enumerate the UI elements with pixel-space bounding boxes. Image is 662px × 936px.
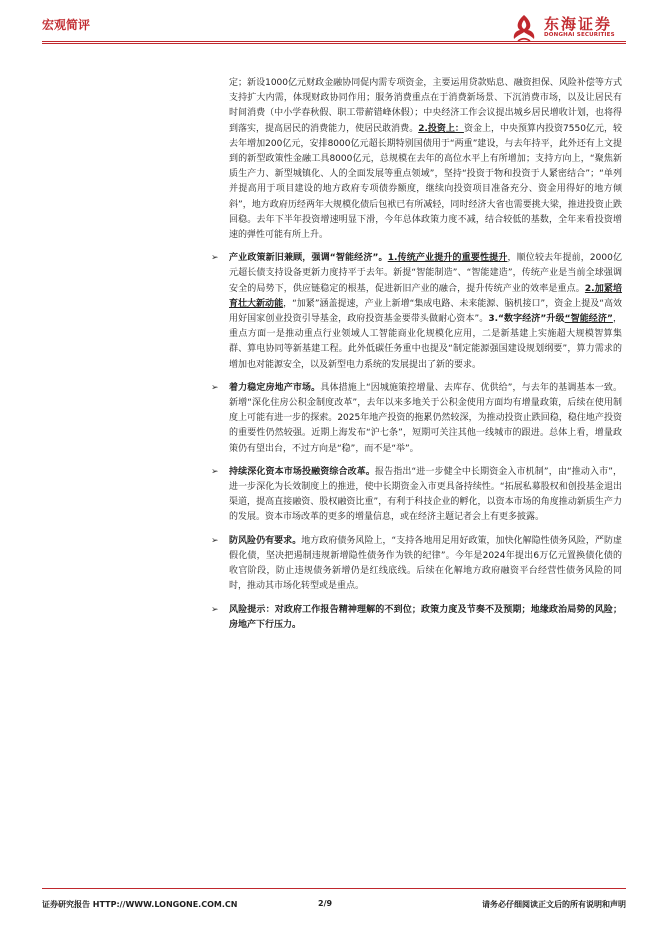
digital-economy-heading: 3.“数字经济”升级 <box>488 314 565 325</box>
consumption-text: 定；新设1000亿元财政金融协同促内需专项资金，主要运用贷款贴息、融资担保、风险补偿等方式支持扩大内需，体现财政协同作用；服务消费重点在于消费新场景、下沉消费市场，以及让居民有时间消费（中小学春秋假、职工带薪错峰休假）；中央经济工作会议提出城乡居民增收计划，也将得到落实，提高居民的消费能力，使居民敢消费。 <box>229 78 622 134</box>
company-logo <box>508 12 626 44</box>
investment-paragraph <box>229 76 622 243</box>
smart-economy-text: ，重点方面一是推动重点行业领域人工智能商业化规模化应用，二是新基建上实施超大规模智算集群、算电协同等新基建工程。此外低碳任务重中也提及“制定能源强国建设规划纲要”，算力需求的增加也对能源安全，以及新型电力系统的发展提出了新的要求。 <box>229 314 622 370</box>
bullet-arrow-icon: ➢ <box>211 535 219 546</box>
footer-source: 证券研究报告 HTTP://WWW.LONGONE.COM.CN <box>42 900 238 909</box>
industry-policy-item <box>211 251 622 373</box>
property-text: 具体措施上“因城施策控增量、去库存、优供给”，与去年的基调基本一致。新增“深化住房公积金制度改革”，去年以来多地关于公积金使用方面均有增量政策，后续在使用制度上可能有进一步的探索。2025年地产投资的拖累仍然较深，为推动投资止跌回稳，稳住地产投资的重要性仍然较强。近期上海发布“沪七条”，短期可关注其他一线城市的跟进。总体上看，增量政策仍有望出台，不过方向是“稳”，而不是“举”。 <box>229 382 622 454</box>
investment-heading: 2.投资上： <box>418 123 464 134</box>
traditional-industry-heading: 1.传统产业提升的重要性提升 <box>387 253 508 264</box>
risk-warning-item <box>211 603 622 633</box>
logo-emblem-icon <box>508 12 540 44</box>
capital-heading: 持续深化资本市场投融资综合改革。 <box>229 466 375 477</box>
new-momentum-heading: 2.加紧培育壮大新动能 <box>229 283 622 309</box>
investment-text: 资金上，中央预算内投资7550亿元，较去年增加200亿元，安排8000亿元超长期特别国债用于“两重”建设，与去年持平，此外还有上文提到的新型政策性金融工具8000亿元，总规模在去年的高位水平上有所增加；支持方向上，“聚焦新质生产力、新型城镇化、人的全面发展等重点领域”，坚持“投资于物和投资于人紧密结合”；“单列并提高用于项目建设的地方政府专项债券额度，继续向投资项目准备充分、资金用得好的地方倾斜”，地方政府历经两年大规模化债后包袱已有所减轻，同时经济大省也需要挑大梁，推进投资止跌回稳。去年下半年投资增速明显下滑，今年总体政策力度不减，结合较低的基数，全年来看投资增速的弹性可能有所上升。 <box>229 123 622 241</box>
new-momentum-text: ，“加紧”涵盖提速，产业上新增“集成电路、未来能源、脑机接口”，资金上提及“高效用好国家创业投资引导基金，政府投资基金要带头做耐心资本”。 <box>229 298 622 325</box>
logo-subtitle: DONGHAI SECURITIES <box>544 32 615 38</box>
bullet-arrow-icon: ➢ <box>211 466 219 477</box>
bullet-arrow-icon: ➢ <box>211 604 219 615</box>
capital-market-item <box>211 465 622 526</box>
bullet-arrow-icon: ➢ <box>211 382 219 393</box>
risk-prevention-text: 地方政府债务风险上，“支持各地用足用好政策，加快化解隐性债务风险，严防虚假化债，坚决把遏制违规新增隐性债务作为铁的纪律”。今年是2024年提出6万亿元置换债化债的收官阶段，防止违规债务新增仍是红线底线。后续在化解地方政府融资平台经营性债务风险的同时，推动其市场化转型或是重点。 <box>229 535 622 592</box>
bullet-arrow-icon: ➢ <box>211 253 219 264</box>
logo-name: 东海证券 <box>544 15 613 33</box>
property-heading: 着力稳定房地产市场。 <box>229 382 321 393</box>
risk-prevention-heading: 防风险仍有要求。 <box>229 535 302 546</box>
industry-heading: 产业政策新旧兼顾，强调“智能经济”。 <box>229 253 388 264</box>
report-body <box>211 76 622 633</box>
risk-warning-text: 风险提示：对政府工作报告精神理解的不到位；政策力度及节奏不及预期；地缘政治局势的风险；房地产下行压力。 <box>229 604 622 630</box>
header-rule-secondary <box>42 43 626 44</box>
footer-disclaimer: 请务必仔细阅读正文后的所有说明和声明 <box>482 900 626 909</box>
report-category-title: 宏观简评 <box>42 18 91 32</box>
traditional-industry-text: ，顺位较去年提前，2000亿元超长债支持设备更新力度持平于去年。新提“智能制造”、“智能建造”，传统产业是当前全球强调安全的局势下，供应链稳定的根基，促进新旧产业的融合，提升传统产业的效率是重点。 <box>229 253 622 294</box>
header-rule <box>42 41 626 42</box>
property-market-item <box>211 381 622 457</box>
footer-rule <box>42 888 626 889</box>
page-number: 2/9 <box>318 899 333 908</box>
smart-economy-heading: “智能经济” <box>564 314 613 325</box>
risk-prevention-item <box>211 534 622 595</box>
capital-text: 报告指出“进一步健全中长期资金入市机制”，由“推动入市”，进一步深化为长效制度上的推进，使中长期资金入市更具备持续性。“拓展私募股权和创投基金退出渠道，提高直接融资、股权融资比重”，有利于科技企业的孵化，以资本市场的角度推动新质生产力的发展。资本市场改革的更多的增量信息，或在经济主题记者会上有更多披露。 <box>229 466 622 523</box>
